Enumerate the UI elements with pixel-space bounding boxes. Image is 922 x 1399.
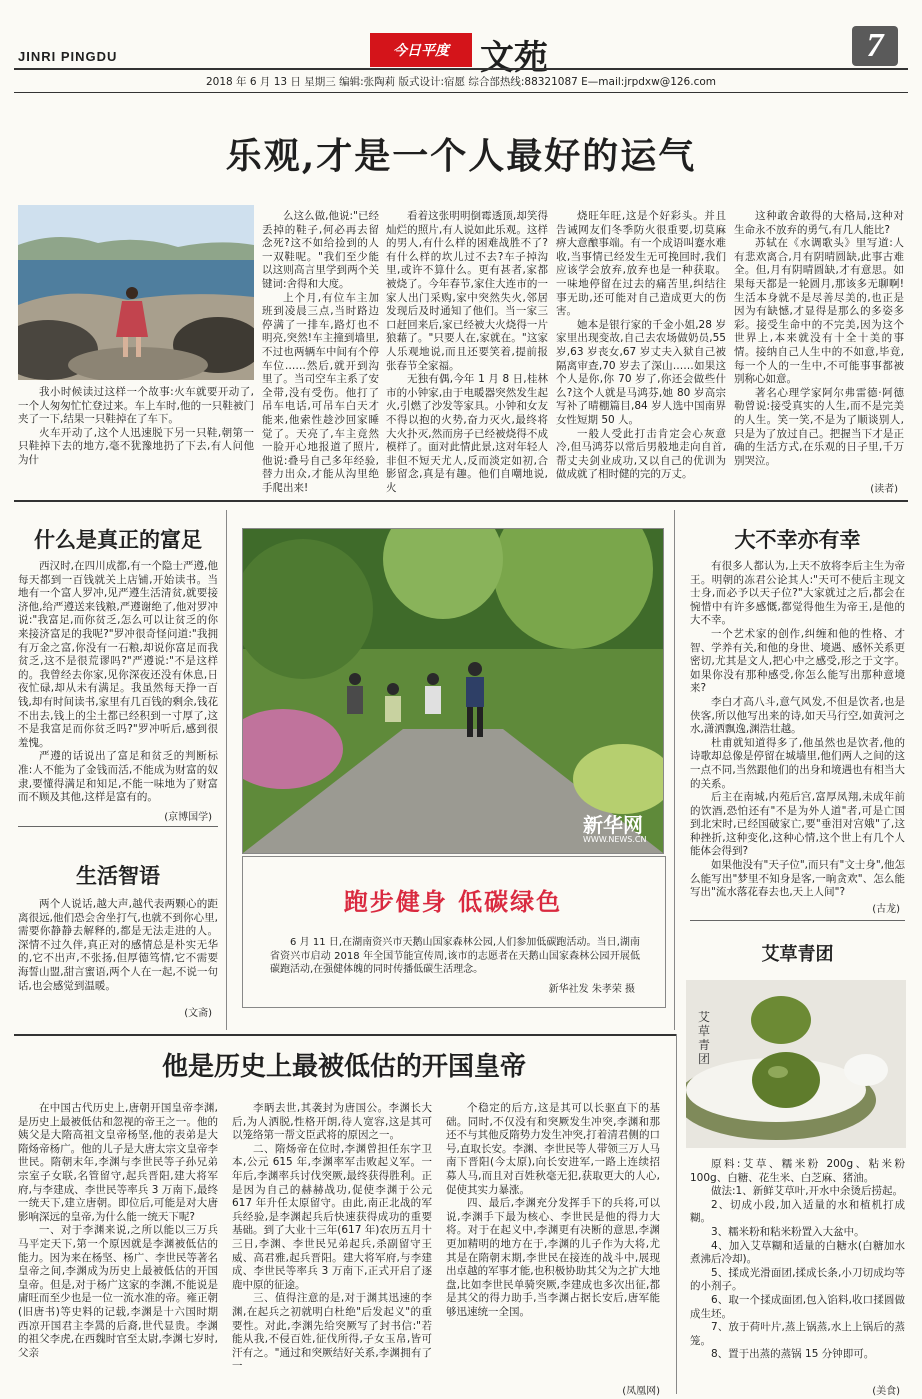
photo-caption — [270, 936, 640, 977]
paragraph: 火车开动了,这个人迅速脱下另一只鞋,朝第一只鞋掉下去的地方,毫不犹豫地扔了下去,有人问他为什 — [18, 426, 254, 466]
meta-rule — [14, 92, 908, 93]
plate-calligraphy: 艾草青团 — [698, 1010, 711, 1066]
paragraph: 西汉时,在四川成都,有一个隐士严遵,他每天都到一百钱就关上店铺,开始读书。当地有一个富人罗冲,见严遵生活清贫,就要接济他,给严遵送来钱粮,严遵谢绝了,他对罗冲说:"我富足,而你贫乏,怎么可以让贫乏的你来接济富足的我呢?"罗冲很奇怪问道:"我拥有万金之富,你没有一石粮,却说你富足而我贫乏,这不是很荒谬吗?"严遵说:"不是这样的。我曾经去你家,见你深夜还没有休息,日夜忙碌,却从未有满足。我虽然每天挣一百钱,却有时间读书,家里有几百钱的剩余,钱花不出去,钱上的尘土都已经积到一寸厚了,这不是我富足而你贫乏吗?"罗冲听后,感到很羞愧。 — [18, 560, 218, 749]
paragraph: 有很多人都认为,上天不放将李后主生为帝王。明朝的冻君公论其人:"天可不使后主现文士身,而必予以天子位?"大家就过之后,都会在惋惜中有许多感慨,都觉得他生为帝王,是他的大不幸。 — [690, 560, 905, 627]
issue-meta: 2018 年 6 月 13 日 星期三 编辑:张陶莉 版式设计:宿愿 综合部热线:88321087 E—mail:jrpdxw@126.com — [205, 76, 717, 88]
section-divider — [14, 500, 908, 502]
paragraph: 如果他没有"天子位",而只有"文士身",他怎么能写出"梦里不知身是客,一晌贪欢"、怎么能写出"流水落花春去也,天上人间"? — [690, 859, 905, 899]
paragraph: 4、加入艾草糊和适量的白糖水(白糖加水煮沸后冷却)。 — [690, 1239, 905, 1266]
paragraph: 做法:1、新鲜艾草叶,开水中余烫后捞起。 — [711, 1185, 904, 1198]
article1-col4 — [556, 210, 726, 482]
paragraph: 四、最后,李渊充分发挥手下的兵将,可以说,李渊手下最为核心、李世民是他的得力大将。对于在起义中,李渊更有决断的意思,李渊更加精明的地方在于,李渊的儿子作为大将,尤其是在隋朝末期,李世民在接连的战斗中,展现出卓越的军事才能,也积极协助其父为之扩大地盘,比如李世民单骑突厥,李建成也多次出征,都是其父的得力助手,当李渊占据长安后,唐军能够迅速统一全国。 — [446, 1197, 660, 1318]
headline-emperor: 他是历史上最被低估的开国皇帝 — [161, 1052, 526, 1082]
paragraph: 三、值得注意的是,对于渊其迅速的李渊,在起兵之初就明白杜绝"后发起义"的重要性。对此,李渊先给突厥写了封书信:"若能从我,不侵百姓,征伐所得,子女玉帛,皆可汗有之。"通过和突厥结好关系,李渊拥有了一 — [232, 1292, 432, 1373]
paragraph: 著名心理学家阿尔弗雷德·阿德勒曾说:接受真实的人生,而不是完美的人生。笑一笑,不是为了顺谈别人,只是为了放过自己。把握当下才是正确的生活方式,在乐观的日子里,千万别哭泣。 — [734, 386, 904, 467]
paragraph: 8、置于出蒸的蒸锅 15 分钟即可。 — [711, 1348, 875, 1361]
article1-col1 — [18, 386, 254, 468]
masthead-pinyin: JINRI PINGDU — [18, 49, 118, 64]
column-divider — [676, 1034, 677, 1394]
column-divider — [674, 510, 675, 1030]
misfortune-title: 大不幸亦有幸 — [734, 527, 861, 552]
recipe-title: 艾草青团 — [761, 944, 834, 965]
paragraph: 原料:艾草、糯米粉 200g、粘米粉 100g、白糖、花生米、白芝麻、猪油。 — [690, 1158, 905, 1184]
newspaper-logo: 今日平度 — [370, 33, 472, 67]
recipe-credit: (美食) — [872, 1386, 900, 1397]
photo-caption-title: 跑步健身 低碳绿色 — [343, 887, 563, 916]
emperor-col2 — [232, 1102, 432, 1374]
misfortune-credit: (古龙) — [872, 904, 900, 915]
section-divider — [14, 1034, 676, 1036]
emperor-col1 — [18, 1102, 218, 1360]
paragraph: 3、糯米粉和粘米粉置入大盆中。 — [711, 1225, 865, 1238]
wisdom-body — [18, 898, 218, 993]
divider — [18, 826, 218, 827]
watermark-logo: 新华网 — [583, 813, 643, 837]
section-title: 文苑 — [480, 38, 548, 78]
divider — [690, 920, 905, 921]
paragraph: 这种敢舍敢得的大格局,这种对生命永不放弃的勇气,有几人能比? — [734, 210, 904, 236]
paragraph: 6、取一个揉成面团,包入馅料,收口揉圆做成生坯。 — [690, 1293, 905, 1320]
paragraph: 她本是银行家的千金小姐,28 岁家里出现变故,自己去农场做奶员,55 岁,63 岁丧女,67 岁丈夫入狱自己被隔离审查,70 岁去了深山……如果这个人是你,你 70 岁了,你还会做些什么?这个人就是马鸿芬,她 80 岁高宗写补了晴棚篇目,84 岁人选中国南界女性短期 50 人。 — [556, 318, 726, 426]
rich-title: 什么是真正的富足 — [34, 527, 202, 552]
paragraph: 看着这张明明倒霉透顶,却笑得灿烂的照片,有人说如此乐观。这样的男人,有什么样的困难战胜不了?有什么样的坎儿过不去?车子掉沟里,或许不算什么。更有甚者,家都被烧了。今年春节,家住大连市的一家人出门采购,家中突然失火,邻居发现后及时通知了他们。当一家三口赶回来后,家已经被大火烧得一片狼藉了。"只要人在,家就在。"这家人乐观地说,而且还要笑着,提前报张春节全家福。 — [386, 210, 548, 372]
article1-col5 — [734, 210, 904, 468]
recipe-body — [690, 1158, 905, 1362]
page-number: 7 — [852, 26, 898, 66]
paragraph: 苏轼在《水调歌头》里写道:人有悲欢离合,月有阴晴圆缺,此事古难全。但,月有阴晴圆缺,才有意思。如果每天都是一轮圆月,那该多无聊啊!生活本身就不是尽善尽美的,也正是因为有缺憾,才显得是那么的多姿多彩。接受生命中的不完美,因为这个世界上,本来就没有十全十美的事情。接纳自己人生中的不如意,毕竟,每一个人的一生中,不可能事事都被别称心如意。 — [734, 237, 904, 386]
paragraph: 烧旺年旺,这是个好彩头。并且告诫网友们冬季防火很重要,切莫麻痹大意酿事端。有一个成语叫蹇水难收,当事情已经发生无可挽回时,我们应该学会放弃,放弃也是一种获取。一味地停留在过去的痛苦里,纠结往事无助,还可能对自己造成更大的伤害。 — [556, 210, 726, 318]
paragraph: 5、揉成光滑面团,揉成长条,小刀切成均等的小剂子。 — [690, 1266, 905, 1293]
paragraph: 个稳定的后方,这是其可以长驱直下的基础。同时,不仅没有和突厥发生冲突,李渊和那还不与其他反隋势力发生冲突,打着清君侧的口号,直取长安。李渊、李世民等人带领三万人马南下晋阳(今太原),向长安进军,一路上连续招募人马,而且对百姓秋毫无犯,获取更大的人心,促使其实力暴涨。 — [446, 1102, 660, 1196]
paragraph: 一般人受此打击肯定会心灰意冷,但马鸿芬以常后男般地走向自首,帮丈夫剑业成功,又以自己的优训为做成就了相时健的完的万丈。 — [556, 427, 726, 481]
paragraph: 后主在南城,内苑后宫,富厚凤翔,未成年前的饮酒,恐怕还有"不是为外人道"者,可是亡国到北宋时,已经国破家亡,要"垂泪对宫娥"了,这种挫折,这种变化,这种心情,这个世上有几个人能体会得到? — [690, 791, 905, 858]
paragraph: 李昞去世,其袭封为唐国公。李渊长大后,为人洒脱,性格开朗,待人宽容,这是其可以笼络第一帮文臣武将的原因之一。 — [232, 1102, 432, 1142]
paragraph: 杜甫就知道得多了,他虽然也是饮者,他的诗歌却总像是停留在城墙里,他们两人之间的这一点不同,当然跟他们的出身和境遇也有相当大的关系。 — [690, 736, 905, 790]
paragraph: 6 月 11 日,在湖南资兴市天鹅山国家森林公园,人们参加低碳跑活动。当日,湖南省资兴市启动 2018 年全国节能宣传周,该市的志愿者在天鹅山国家森林公园开展低碳跑活动,在强健体魄的同时传播低碳生活理念。 — [270, 937, 640, 976]
paragraph: 一、对于李渊来说,之所以能以三万兵马平定天下,第一个原因就是李渊被低估的能力。因为来在杨坚、杨广、李世民等著名皇帝之间,李渊成为历史上最被低估的开国皇帝。但是,对于杨广这家的李渊,不能说是庸旺而至少也是一位一流水准的帝。雍正朝(旧唐书)等史料的记载,李渊是十六国时期西凉开国君主李暠的后裔,世代显贵。李渊的祖父李虎,在西魏时官至太尉,李渊七岁时,父亲 — [18, 1224, 218, 1359]
paragraph: 7、放于荷叶片,蒸上锅蒸,水上上锅后的蒸笼。 — [690, 1321, 905, 1347]
watermark-url: WWW.NEWS.CN — [583, 835, 647, 844]
article1-col3 — [386, 210, 548, 495]
paragraph: 2、切成小段,加入适量的水和植机打成糊。 — [690, 1198, 905, 1225]
column-divider — [226, 510, 227, 1030]
qingtuan-photo — [686, 980, 906, 1148]
paragraph: 两个人说话,越大声,越代表两颗心的距离很远,他们恐会舍坐打气,也就不到你心里,需要你静静去解释的,都是无法走进的人。深情不过久伴,真正对的感情总是朴实无华的,它不出声,不张扬,但厚德笃情,它不需要海誓山盟,甜言蜜语,两个人在一起,不说一句话,也会感觉到温暖。 — [18, 898, 218, 992]
wisdom-credit: (文斋) — [184, 1008, 212, 1019]
paragraph: 无独有偶,今年 1 月 8 日,桂林市的小钟家,由于电暖器突然发生起火,引燃了沙发等家具。小钟和女友不得以抱的火势,奋力灭火,最终将大火扑灭,然而房子已经被烧得不成模样了。面对此情此景,这对年轻人非但不短天尤人,反而淡定如初,合影留念,真是有趣。他们自嘲地说,火 — [386, 373, 548, 494]
photo-credit: 新华社发 朱孝荣 摄 — [548, 984, 635, 995]
paragraph: 么这么做,他说:"已经丢掉的鞋子,何必再去留念死?这不如给捡到的人一双鞋呢。"我们至少能以这则高言里学到两个关键词:舍得和大度。 — [262, 210, 379, 290]
article1-credit: (读者) — [870, 484, 898, 495]
paragraph: 严遵的话说出了富足和贫乏的判断标准:人不能为了金钱而活,不能成为财富的奴隶,要懂得满足和知足,不能一味地为了财富而不顾及其他,这样是富有的。 — [18, 750, 218, 804]
emperor-col3 — [446, 1102, 660, 1380]
rich-body — [18, 560, 218, 805]
paragraph: 在中国古代历史上,唐朝开国皇帝李渊,是历史上最被低估和忽视的帝王之一。他的姨父是大隋高祖文皇帝杨坚,他的表弟是大隋炀帝杨广。他的儿子是大唐太宗文皇帝李世民。隋朝末年,李渊与李世民等子孙兄弟宗室子女联,名管留守,起兵晋阳,建大将军府,与李建成、李世民等率兵 3 万南下,最终一统天下,建立唐朝。即位后,可能是对大唐影响深远的皇帝,为什么能一统天下呢? — [18, 1102, 218, 1223]
article1-col2 — [262, 210, 379, 495]
headline-optimism: 乐观,才是一个人最好的运气 — [225, 135, 697, 177]
paragraph: 李白才高八斗,意气风发,不但是饮者,也是侠客,所以他写出来的诗,如天马行空,如黄河之水,潇洒飘逸,渊浩壮越。 — [690, 695, 905, 736]
emperor-credit: (凤凰网) — [622, 1386, 660, 1397]
seaside-photo — [18, 205, 254, 380]
paragraph: 我小时候读过这样一个故事:火车就要开动了,一个人匆匆忙忙登过来。车上车时,他的一只鞋被门夹了一下,结果一只鞋掉在了车下。 — [18, 386, 254, 426]
paragraph: 二、隋炀帝在位时,李渊曾担任东字卫本,公元 615 年,李渊率军击败起义军。一年后,李渊率兵讨伐突厥,最终获得胜利。正是因为自己的赫赫战功,促使李渊于公元 617 年升任太原留守。由此,南正北战的军兵经验,是李渊起兵后快速获得成功的重要基础。到了大业十三年(617 年)农历五月十三日,李渊、李世民兄弟起兵,杀副留守王威、高君雅,起兵晋阳。建大将军府,与李建成、李世民等率兵 3 万南下,正式开启了逐鹿中原的征途。 — [232, 1142, 432, 1291]
paragraph: 一个艺术家的创作,纠缠和他的性格、才智、学养有关,和他的身世、境遇、感怀关系更密切,尤其是文人,把心中之感受,形之于文字。如果你没有那种感受,你怎么能写出那种意境来? — [690, 627, 905, 695]
paragraph: 上个月,有位车主加班到凌晨三点,当时路边停满了一排车,路灯也不明亮,突然!车主撞到墙里,不过也两辆车中间有个停车位……然后,就开到沟里了。当司空车主系了安全带,没有受伤。他打了吊车电话,可吊车白天才能来,他索性趁沙回家睡觉了。天亮了,车主竟然一脸开心地报道了照片,他说:叠号自己多年经验,替力出众,才能从沟里绝手爬出来! — [262, 291, 379, 494]
misfortune-body — [690, 560, 905, 900]
masthead-rule — [14, 68, 908, 70]
rich-credit: (京博国学) — [164, 812, 212, 823]
running-photo — [242, 528, 664, 854]
wisdom-title: 生活智语 — [76, 863, 160, 888]
